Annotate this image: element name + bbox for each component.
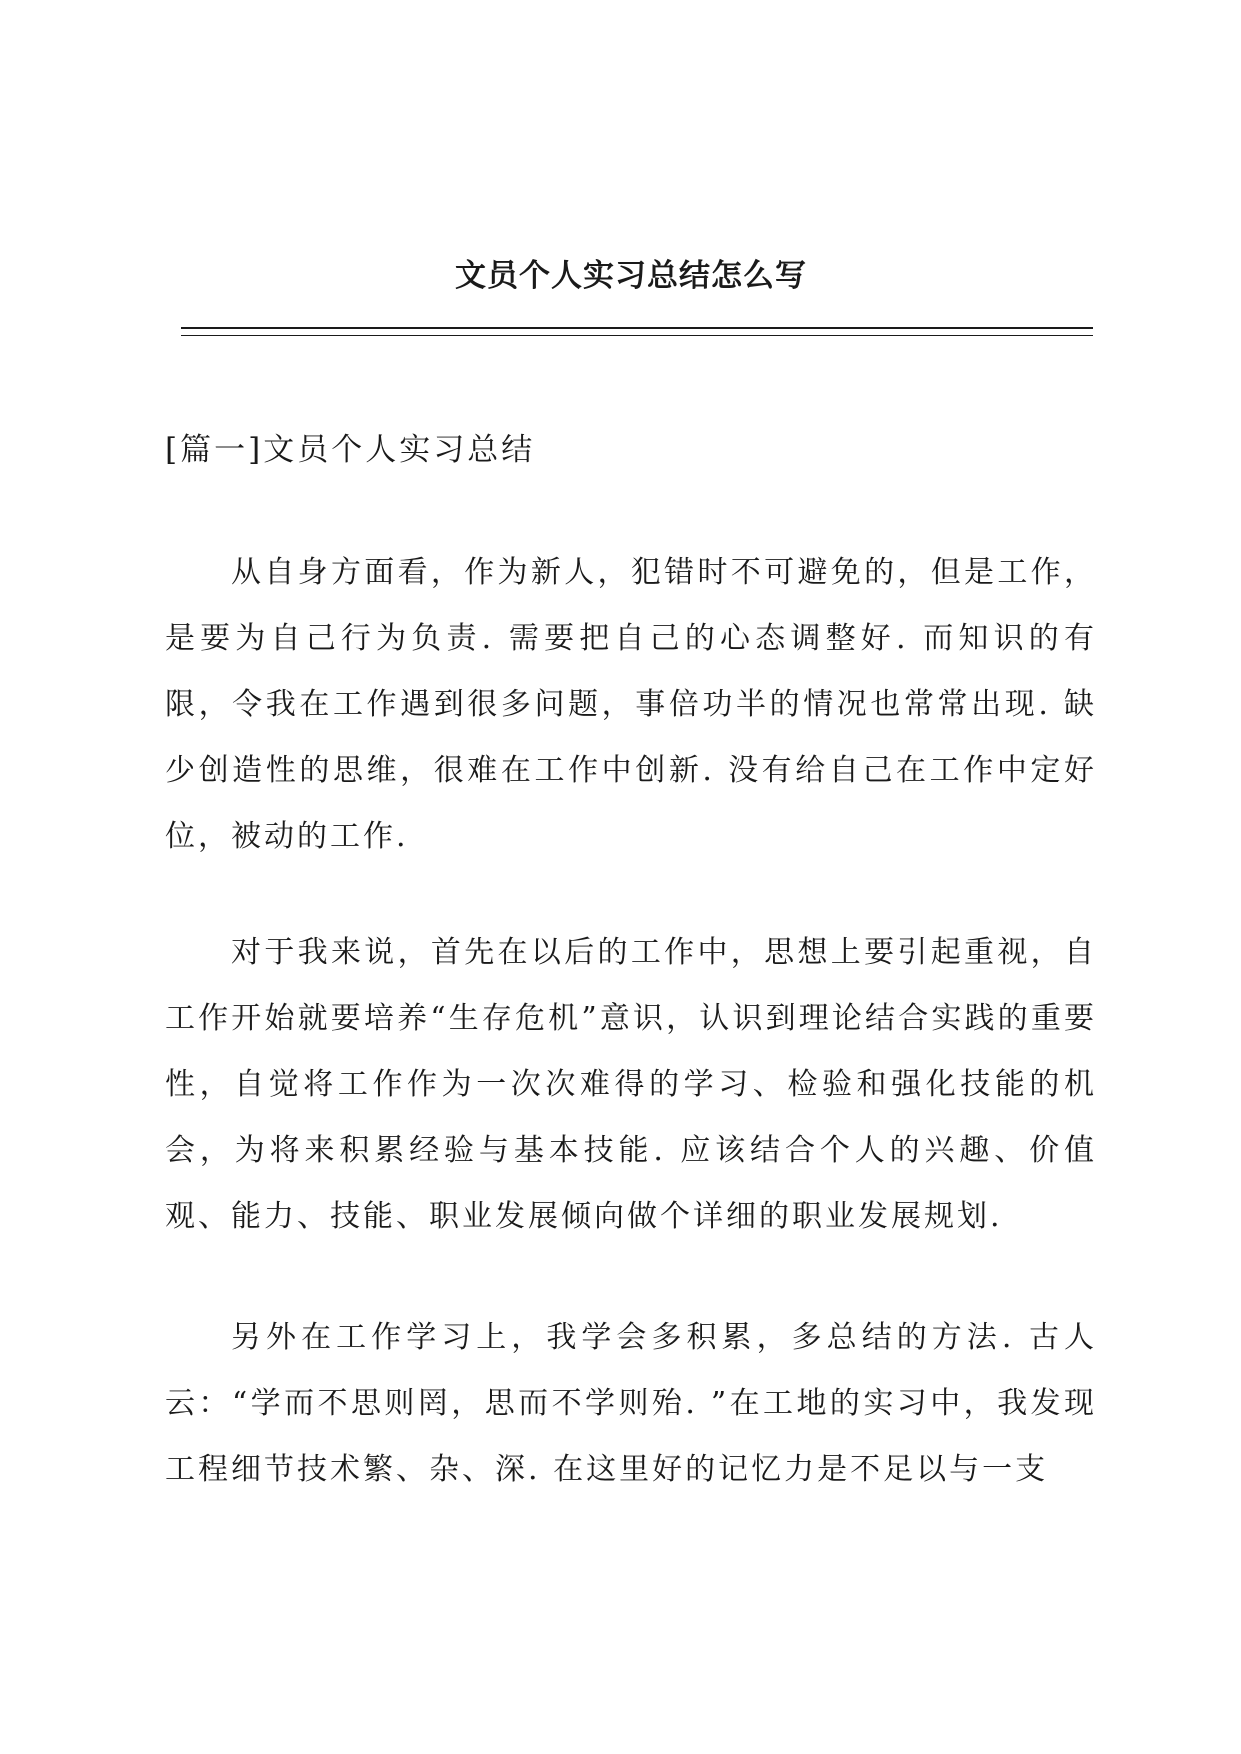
paragraph: 从自身方面看，作为新人，犯错时不可避免的，但是工作，是要为自己行为负责. 需要把自己的心态调整好. 而知识的有限，令我在工作遇到很多问题，事倍功半的情况也常常出现. 缺少创造性的思维，很难在工作中创新. 没有给自己在工作中定好位，被动的工作. xyxy=(165,555,1097,854)
document-title: 文员个人实习总结怎么写 xyxy=(455,258,807,294)
paragraph: 对于我来说，首先在以后的工作中，思想上要引起重视，自工作开始就要培养“生存危机”意识，认识到理论结合实践的重要性，自觉将工作作为一次次难得的学习、检验和强化技能的机会，为将来积累经验与基本技能. 应该结合个人的兴趣、价值观、能力、技能、职业发展倾向做个详细的职业发展规划. xyxy=(165,935,1097,1234)
section-heading: [篇一]文员个人实习总结 xyxy=(165,432,536,468)
paragraph: 另外在工作学习上，我学会多积累，多总结的方法. 古人云：“学而不思则罔，思而不学则殆. ”在工地的实习中，我发现工程细节技术繁、杂、深. 在这里好的记忆力是不足以与一支 xyxy=(165,1320,1097,1487)
title-divider xyxy=(181,327,1093,336)
